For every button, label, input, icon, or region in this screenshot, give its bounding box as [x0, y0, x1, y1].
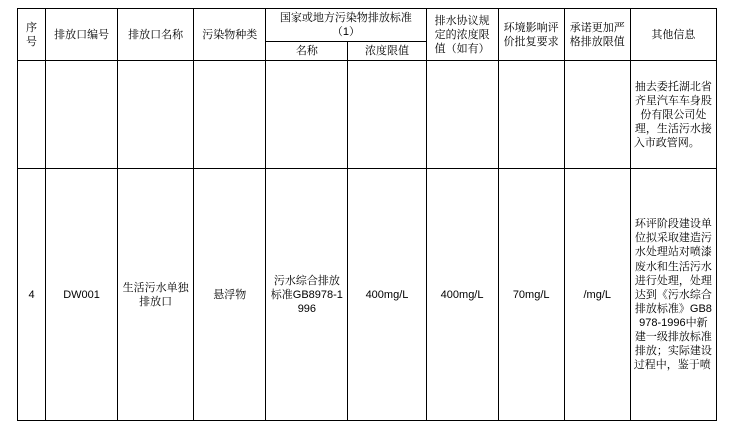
cell-eia-approval: 70mg/L — [498, 169, 564, 421]
table-row — [18, 169, 717, 421]
header-agreement-limit: 排水协议规定的浓度限值（如有） — [426, 9, 498, 61]
header-outlet-name: 排放口名称 — [118, 9, 194, 61]
cell-pollutant — [194, 61, 266, 169]
cell-eia-approval — [498, 61, 564, 169]
cell-standard-name: 污水综合排放标准GB8978-1996 — [266, 169, 348, 421]
cell-outlet-code: DW001 — [46, 169, 118, 421]
header-stricter-promise: 承诺更加严格排放限值 — [564, 9, 630, 61]
table-header-row — [18, 9, 717, 42]
header-seq-line2: 号 — [26, 35, 38, 48]
document-page — [0, 8, 733, 441]
cell-outlet-code — [46, 61, 118, 169]
cell-standard-name — [266, 61, 348, 169]
emission-standard-table — [17, 8, 717, 421]
header-standard-group: 国家或地方污染物排放标准（1） — [266, 9, 426, 42]
cell-seq: 4 — [18, 169, 46, 421]
cell-seq — [18, 61, 46, 169]
header-standard-limit: 浓度限值 — [348, 42, 426, 61]
cell-other-info: 抽去委托湖北省齐星汽车车身股份有限公司处理，生活污水接入市政管网。 — [630, 61, 716, 169]
cell-outlet-name: 生活污水单独排放口 — [118, 169, 194, 421]
header-pollutant: 污染物种类 — [194, 9, 266, 61]
header-outlet-code: 排放口编号 — [46, 9, 118, 61]
header-eia-approval: 环境影响评价批复要求 — [498, 9, 564, 61]
cell-outlet-name — [118, 61, 194, 169]
cell-agreement-limit: 400mg/L — [426, 169, 498, 421]
table-row — [18, 61, 717, 169]
cell-pollutant: 悬浮物 — [194, 169, 266, 421]
cell-stricter-promise — [564, 61, 630, 169]
cell-stricter-promise: /mg/L — [564, 169, 630, 421]
cell-other-info: 环评阶段建设单位拟采取建造污水处理站对喷漆废水和生活污水进行处理，处理达到《污水综合排放标准》GB8978-1996中新建一级排放标准排放；实际建设过程中，鉴于喷 — [630, 169, 716, 421]
header-standard-name: 名称 — [266, 42, 348, 61]
cell-standard-limit — [348, 61, 426, 169]
cell-standard-limit: 400mg/L — [348, 169, 426, 421]
header-seq-line1: 序 — [26, 21, 38, 34]
header-seq — [18, 9, 46, 61]
cell-agreement-limit — [426, 61, 498, 169]
header-other-info: 其他信息 — [630, 9, 716, 61]
